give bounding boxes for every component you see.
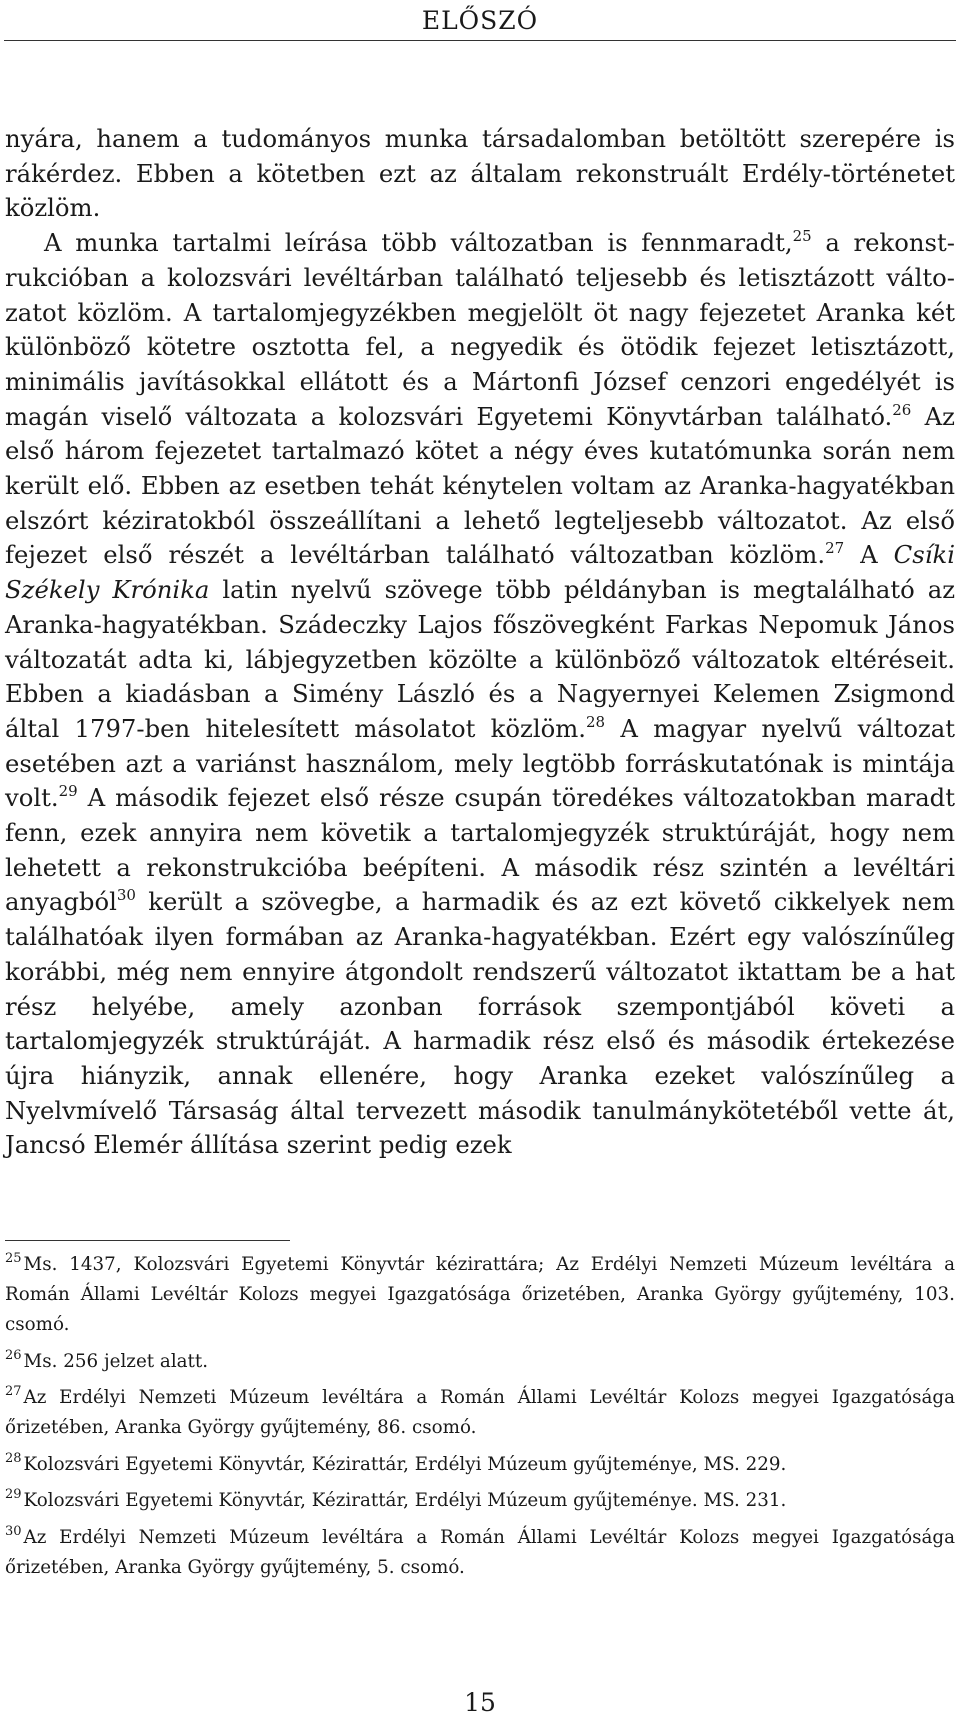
text-segment: a rekonstrukcióban a kolozsvári levéltárban található teljesebb és letisztázott változatot közlöm. A tartalomjegyzékben megjelölt öt nagy fejezetet Aranka két különböző kötetre osztotta fel, a negyedik és ötödik fejezet letisztázott, minimális javításokkal ellátott és a Mártonfi József cenzori engedélyét is magán viselő változata a kolozsvári Egyetemi Könyvtárban található.	[5, 228, 955, 431]
text-segment: A magyar nyelvű változat esetében azt a variánst használom, mely legtöbb forráskutatónak is mintája volt.	[5, 713, 955, 813]
footnote-rule	[5, 1240, 290, 1241]
footnote-text: Kolozsvári Egyetemi Könyvtár, Kézirattár, Erdélyi Múzeum gyűjteménye, MS. 229.	[23, 1453, 787, 1475]
footnote-28	[5, 1450, 955, 1480]
footnote-number: 30	[5, 1523, 22, 1539]
footnote-25	[5, 1250, 955, 1340]
footnote-30	[5, 1523, 955, 1583]
footnote-29	[5, 1486, 955, 1516]
footnote-text: Ms. 1437, Kolozsvári Egyetemi Könyvtár kézirattára; Az Erdélyi Nemzeti Múzeum levéltára a Román Állami Levéltár Kolozs megyei Igazgatósága őrizetében, Aranka György gyűjtemény, 103. csomó.	[5, 1254, 955, 1335]
text-segment: A	[844, 540, 894, 570]
footnotes	[5, 1250, 955, 1590]
footnote-number: 29	[5, 1487, 22, 1503]
footnote-ref-28[interactable]: 28	[586, 712, 606, 731]
footnote-27	[5, 1383, 955, 1443]
footnote-text: Az Erdélyi Nemzeti Múzeum levéltára a Román Állami Levéltár Kolozs megyei Igazgatósága őrizetében, Aranka György gyűjtemény, 86. csomó.	[5, 1387, 955, 1439]
running-header: ELŐSZÓ	[421, 6, 539, 35]
book-title-italic: Csíki Székely Krónika	[5, 540, 955, 605]
footnote-text: Kolozsvári Egyetemi Könyvtár, Kézirattár, Erdélyi Múzeum gyűjteménye. MS. 231.	[23, 1490, 787, 1512]
footnote-text: Az Erdélyi Nemzeti Múzeum levéltára a Román Állami Levéltár Kolozs megyei Igazgatósága őrizetében, Aranka György gyűjtemény, 5. csomó.	[5, 1526, 955, 1578]
footnote-number: 26	[5, 1347, 22, 1363]
text-segment: került a szövegbe, a harmadik és az ezt követő cikkelyek nem találhatóak ilyen formában az Aranka-hagyatékban. Ezért egy valószínűleg korábbi, még nem ennyire átgondolt rendszerű változatot iktattam be a hat rész helyébe, amely azonban források szempontjából követi a tartalomjegyzék struktúráját. A harmadik rész első és második értekezése újra hiányzik, annak ellenére, hogy Aranka ezeket valószínűleg a Nyelvmívelő Társaság által tervezett második tanulmánykötetéből vette át, Jancsó Elemér állítása szerint pedig ezek	[5, 887, 955, 1160]
footnote-ref-25[interactable]: 25	[792, 227, 812, 246]
footnote-number: 27	[5, 1384, 22, 1400]
text-segment: A második fejezet első része csupán töredékes változatokban maradt fenn, ezek annyira nem követik a tartalomjegyzék struktúráját, hogy nem lehetett a rekonstrukcióba beépíteni. A második rész szintén a levéltári anyagból	[5, 783, 955, 917]
text-segment: Az első három fejezetet tartalmazó kötet a négy éves kutatómunka során nem került elő. Ebben az esetben tehát kénytelen voltam az Aranka-hagyatékban elszórt kéziratokból összeállítani a lehető legteljesebb változatot. Az első fejezet első részét a levéltárban található változatban közlöm.	[5, 401, 955, 570]
footnote-ref-27[interactable]: 27	[825, 539, 845, 558]
text-segment: latin nyelvű szövege több példányban is megtalálható az Aranka-hagyatékban. Szádeczky Lajos főszövegként Farkas Nepomuk János változatát adta ki, lábjegyzetben közölte a különböző változatok eltéréseit. Ebben a kiadásban a Simény László és a Nagyernyei Kelemen Zsigmond által 1797-ben hitelesített másolatot közlöm.	[5, 575, 955, 743]
footnote-number: 25	[5, 1251, 22, 1266]
paragraph-2	[5, 226, 955, 1163]
page-number: 15	[464, 1688, 496, 1717]
body-text	[5, 122, 955, 1163]
text-segment: A munka tartalmi leírása több változatban is fennmaradt,	[44, 228, 793, 258]
footnote-number: 28	[5, 1450, 22, 1466]
header-rule	[4, 40, 956, 41]
footnote-26	[5, 1347, 955, 1377]
footnote-ref-26[interactable]: 26	[892, 400, 912, 419]
footnote-ref-30[interactable]: 30	[116, 886, 136, 905]
footnote-text: Ms. 256 jelzet alatt.	[23, 1350, 209, 1372]
paragraph-1: nyára, hanem a tudományos munka társadalomban betöltött szerepére is rákérdez. Ebben a kötetben ezt az általam rekonstruált Erdély-történetet közlöm.	[5, 124, 955, 223]
footnote-ref-29[interactable]: 29	[58, 782, 78, 801]
